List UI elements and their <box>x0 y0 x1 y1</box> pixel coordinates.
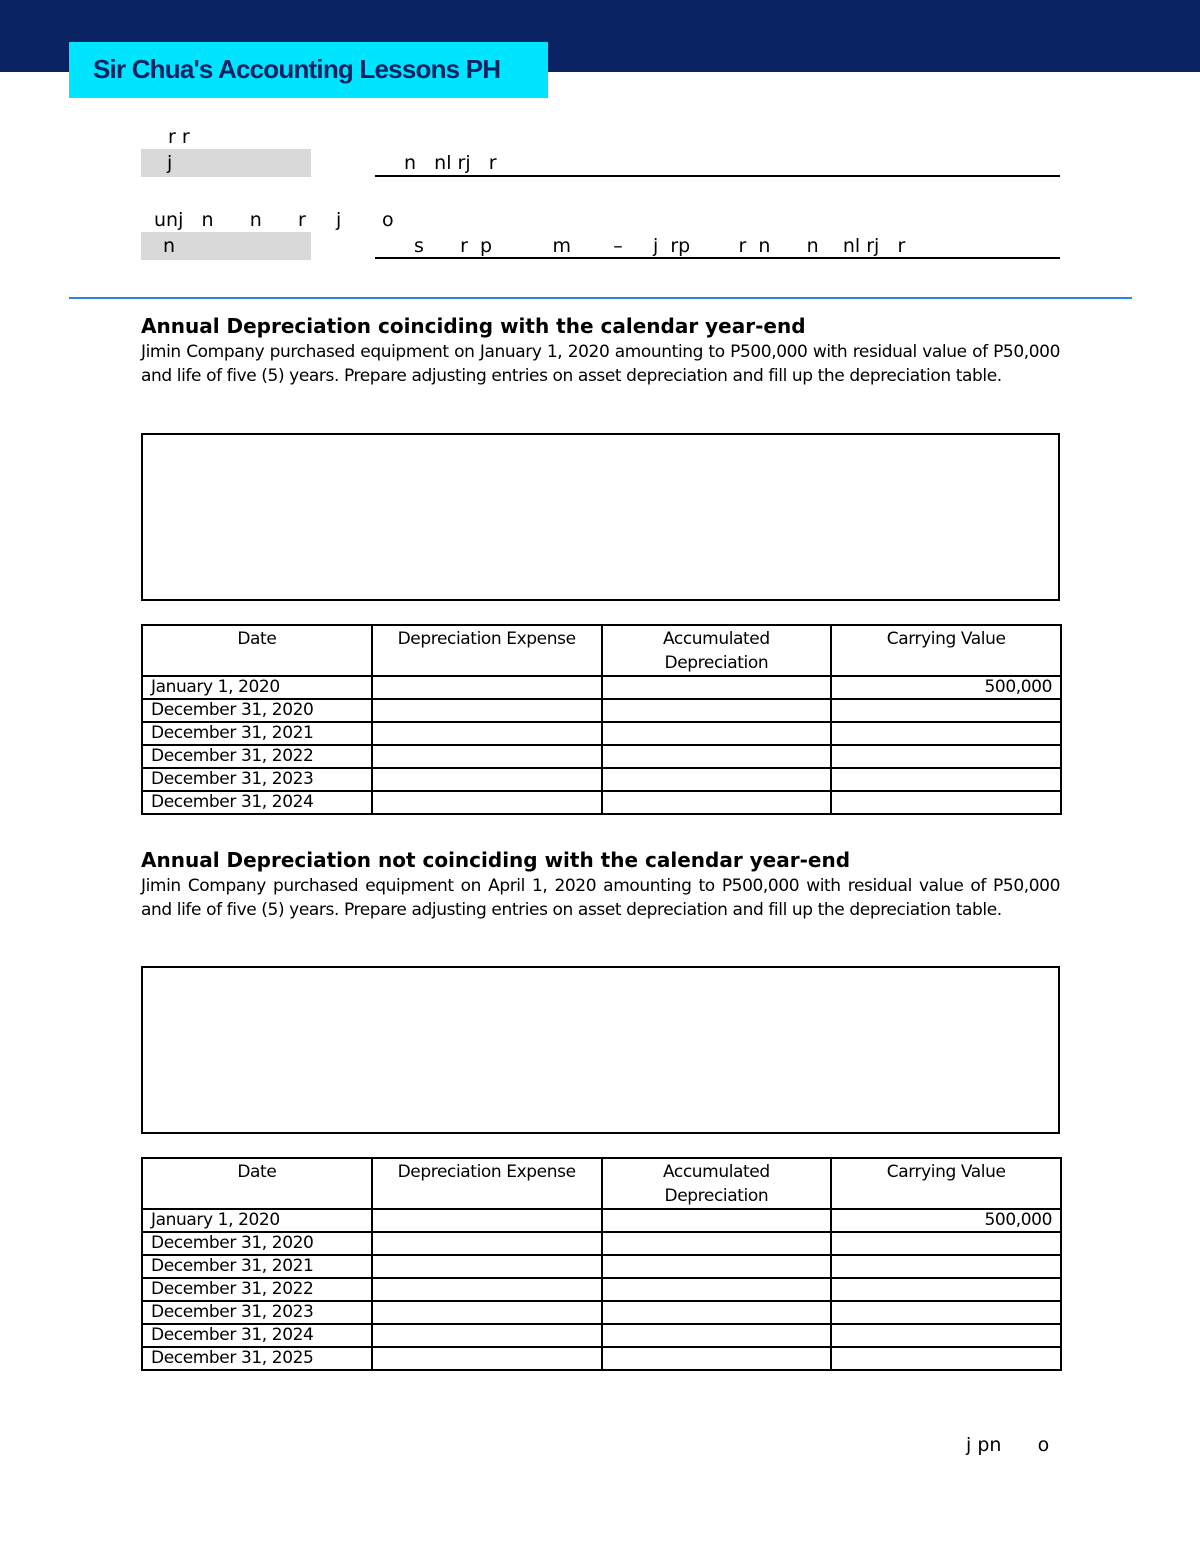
cell-accumulated[interactable] <box>602 745 832 768</box>
table-header-row <box>142 625 1061 676</box>
cell-carrying[interactable]: 500,000 <box>831 676 1061 699</box>
cell-carrying[interactable] <box>831 1278 1061 1301</box>
cell-carrying[interactable] <box>831 791 1061 814</box>
depreciation-table-2 <box>141 1157 1062 1371</box>
col-header-carrying-value: Carrying Value <box>831 1158 1061 1209</box>
table-row <box>142 1255 1061 1278</box>
cell-accumulated[interactable] <box>602 699 832 722</box>
cell-expense[interactable] <box>372 676 602 699</box>
brand-title: Sir Chua's Accounting Lessons PH <box>93 54 501 84</box>
cell-date: December 31, 2024 <box>142 791 372 814</box>
cell-date: December 31, 2021 <box>142 722 372 745</box>
cell-expense[interactable] <box>372 791 602 814</box>
form-underline-1 <box>375 175 1060 177</box>
cell-date: December 31, 2022 <box>142 1278 372 1301</box>
form-box-2-text: n <box>163 235 176 257</box>
answer-box-2[interactable] <box>141 966 1060 1134</box>
cell-date: January 1, 2020 <box>142 1209 372 1232</box>
col-header-date: Date <box>142 1158 372 1209</box>
cell-expense[interactable] <box>372 699 602 722</box>
table-row <box>142 699 1061 722</box>
cell-carrying[interactable] <box>831 745 1061 768</box>
answer-box-1[interactable] <box>141 433 1060 601</box>
section-2-text: Jimin Company purchased equipment on April 1, 2020 amounting to P500,000 with residual value of P50,000 and life of five (5) years. Prepare adjusting entries on asset depreciation and fill up the depreciation table. <box>141 876 1060 920</box>
table-row <box>142 1278 1061 1301</box>
cell-accumulated[interactable] <box>602 1255 832 1278</box>
table-row <box>142 768 1061 791</box>
table-row <box>142 676 1061 699</box>
cell-expense[interactable] <box>372 1324 602 1347</box>
cell-date: December 31, 2022 <box>142 745 372 768</box>
table-row <box>142 791 1061 814</box>
form-line2-mid: o <box>382 209 394 231</box>
cell-accumulated[interactable] <box>602 1301 832 1324</box>
table-row <box>142 1324 1061 1347</box>
cell-accumulated[interactable] <box>602 722 832 745</box>
cell-expense[interactable] <box>372 1301 602 1324</box>
table-row <box>142 722 1061 745</box>
cell-carrying[interactable] <box>831 768 1061 791</box>
cell-expense[interactable] <box>372 768 602 791</box>
cell-expense[interactable] <box>372 722 602 745</box>
cell-accumulated[interactable] <box>602 1232 832 1255</box>
cell-date: December 31, 2024 <box>142 1324 372 1347</box>
table-row <box>142 1232 1061 1255</box>
cell-carrying[interactable] <box>831 1347 1061 1370</box>
section-1-text: Jimin Company purchased equipment on January 1, 2020 amounting to P500,000 with residual value of P50,000 and life of five (5) years. Prepare adjusting entries on asset depreciation and fill up the depreciation table. <box>141 342 1060 386</box>
form-line1-label: r r <box>168 126 190 148</box>
page-footer: j pn o <box>966 1434 1050 1456</box>
cell-date: December 31, 2023 <box>142 768 372 791</box>
cell-carrying[interactable] <box>831 699 1061 722</box>
cell-accumulated[interactable] <box>602 1324 832 1347</box>
form-line2-right: s r p m – j rp r n n nl rj r <box>414 235 906 257</box>
table-header-row <box>142 1158 1061 1209</box>
form-box-1-text: j <box>167 152 173 174</box>
cell-date: January 1, 2020 <box>142 676 372 699</box>
depreciation-table-1 <box>141 624 1062 815</box>
col-header-carrying-value: Carrying Value <box>831 625 1061 676</box>
cell-carrying[interactable] <box>831 1255 1061 1278</box>
form-line1-right: n nl rj r <box>404 152 497 174</box>
cell-carrying[interactable] <box>831 1324 1061 1347</box>
col-header-depreciation-expense: Depreciation Expense <box>372 625 602 676</box>
section-1-title: Annual Depreciation coinciding with the calendar year-end <box>141 314 806 338</box>
cell-carrying[interactable] <box>831 722 1061 745</box>
table-row <box>142 1301 1061 1324</box>
cell-date: December 31, 2023 <box>142 1301 372 1324</box>
cell-accumulated[interactable] <box>602 1209 832 1232</box>
cell-expense[interactable] <box>372 1255 602 1278</box>
cell-accumulated[interactable] <box>602 1347 832 1370</box>
form-box-2[interactable] <box>141 232 311 260</box>
cell-carrying[interactable]: 500,000 <box>831 1209 1061 1232</box>
section-2-title: Annual Depreciation not coinciding with the calendar year-end <box>141 848 851 872</box>
table-row <box>142 745 1061 768</box>
cell-expense[interactable] <box>372 1209 602 1232</box>
cell-accumulated[interactable] <box>602 791 832 814</box>
cell-date: December 31, 2020 <box>142 699 372 722</box>
col-header-accumulated-depreciation: Accumulated Depreciation <box>602 625 832 676</box>
cell-carrying[interactable] <box>831 1232 1061 1255</box>
form-underline-2 <box>375 257 1060 259</box>
col-header-date: Date <box>142 625 372 676</box>
section-divider <box>69 297 1132 299</box>
form-line2-label: unj n n r j <box>154 209 342 231</box>
brand-label <box>69 42 548 98</box>
form-box-1[interactable] <box>141 149 311 177</box>
cell-date: December 31, 2021 <box>142 1255 372 1278</box>
col-header-depreciation-expense: Depreciation Expense <box>372 1158 602 1209</box>
cell-expense[interactable] <box>372 1347 602 1370</box>
cell-accumulated[interactable] <box>602 1278 832 1301</box>
cell-date: December 31, 2025 <box>142 1347 372 1370</box>
cell-accumulated[interactable] <box>602 676 832 699</box>
table-row <box>142 1347 1061 1370</box>
cell-expense[interactable] <box>372 1232 602 1255</box>
cell-date: December 31, 2020 <box>142 1232 372 1255</box>
table-row <box>142 1209 1061 1232</box>
cell-expense[interactable] <box>372 745 602 768</box>
col-header-accumulated-depreciation: Accumulated Depreciation <box>602 1158 832 1209</box>
cell-accumulated[interactable] <box>602 768 832 791</box>
cell-expense[interactable] <box>372 1278 602 1301</box>
cell-carrying[interactable] <box>831 1301 1061 1324</box>
